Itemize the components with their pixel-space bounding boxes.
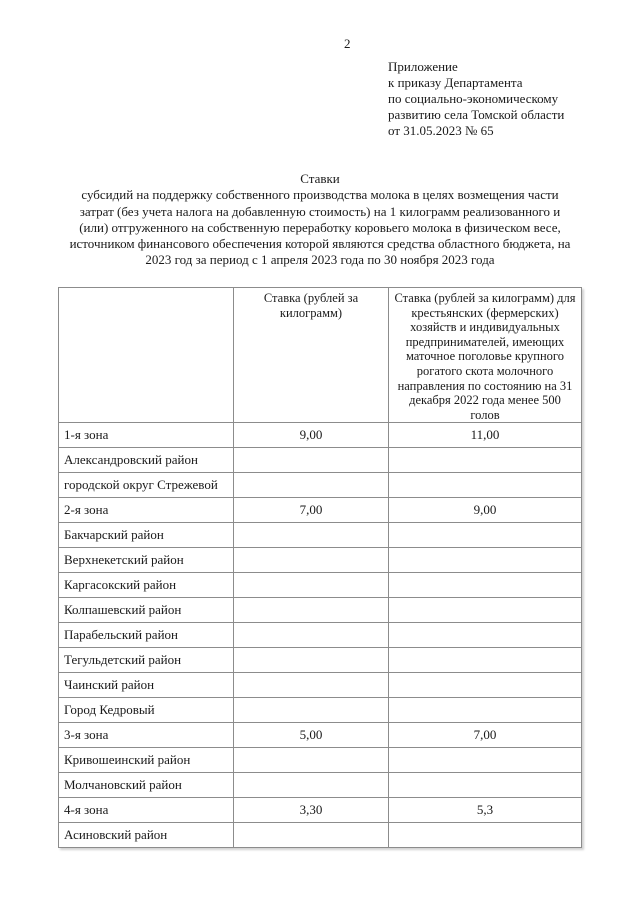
table-row [59, 673, 582, 698]
rate-value [234, 573, 389, 598]
territory-label: Колпашевский район [59, 598, 234, 623]
territory-label: 2-я зона [59, 498, 234, 523]
rate-kfh-value [389, 623, 582, 648]
table-row [59, 623, 582, 648]
rate-kfh-value [389, 448, 582, 473]
rate-value: 5,00 [234, 723, 389, 748]
rate-kfh-value [389, 573, 582, 598]
rate-kfh-value: 9,00 [389, 498, 582, 523]
header-col-rate: Ставка (рублей за килограмм) [234, 288, 389, 423]
title-line: (или) отгруженного на собственную переработку коровьего молока в физическом весе, [79, 219, 561, 235]
rate-kfh-value: 11,00 [389, 423, 582, 448]
territory-label: 4-я зона [59, 798, 234, 823]
table-row [59, 548, 582, 573]
appendix-line: по социально-экономическому [388, 91, 559, 106]
table-row [59, 598, 582, 623]
territory-label: 3-я зона [59, 723, 234, 748]
rate-value [234, 673, 389, 698]
appendix-line: от 31.05.2023 № 65 [388, 123, 494, 138]
rate-value [234, 448, 389, 473]
rate-value [234, 648, 389, 673]
rate-kfh-value [389, 748, 582, 773]
table-row [59, 423, 582, 448]
rate-kfh-value [389, 473, 582, 498]
table-row [59, 748, 582, 773]
table-row [59, 773, 582, 798]
rate-kfh-value [389, 598, 582, 623]
rate-value [234, 598, 389, 623]
table-row [59, 823, 582, 848]
appendix-block [388, 59, 564, 139]
header-col-rate-kfh: Ставка (рублей за килограмм) для крестьянских (фермерских) хозяйств и индивидуальных предпринимателей, имеющих маточное поголовье крупного рогатого скота молочного направления по состоянию на 31 декабря 2022 года менее 500 голов [389, 288, 582, 423]
title-line: Ставки [300, 171, 340, 186]
rate-kfh-value [389, 773, 582, 798]
territory-label: 1-я зона [59, 423, 234, 448]
rate-value [234, 623, 389, 648]
header-col-territory [59, 288, 234, 423]
table-row [59, 473, 582, 498]
table-row [59, 698, 582, 723]
rate-value: 9,00 [234, 423, 389, 448]
rate-kfh-value [389, 823, 582, 848]
title-line: субсидий на поддержку собственного производства молока в целях возмещения части [81, 187, 559, 203]
title-line: источником финансового обеспечения которой являются средства областного бюджета, на [69, 236, 571, 252]
territory-label: Парабельский район [59, 623, 234, 648]
table-row [59, 573, 582, 598]
rate-value [234, 473, 389, 498]
table-row [59, 798, 582, 823]
territory-label: Верхнекетский район [59, 548, 234, 573]
table-row [59, 648, 582, 673]
territory-label: Кривошеинский район [59, 748, 234, 773]
rate-kfh-value: 5,3 [389, 798, 582, 823]
table-row [59, 498, 582, 523]
rate-value: 7,00 [234, 498, 389, 523]
rate-kfh-value [389, 673, 582, 698]
rates-table [58, 287, 582, 848]
page-number: 2 [344, 36, 351, 51]
territory-label: городской округ Стрежевой [59, 473, 234, 498]
rate-kfh-value [389, 548, 582, 573]
appendix-line: к приказу Департамента [388, 75, 523, 90]
territory-label: Город Кедровый [59, 698, 234, 723]
rate-value [234, 823, 389, 848]
territory-label: Чаинский район [59, 673, 234, 698]
rate-kfh-value [389, 523, 582, 548]
rate-value [234, 773, 389, 798]
rate-value [234, 523, 389, 548]
territory-label: Александровский район [59, 448, 234, 473]
table-header-row [59, 288, 582, 423]
rate-value [234, 748, 389, 773]
rate-value [234, 698, 389, 723]
title-line: затрат (без учета налога на добавленную стоимость) на 1 килограмм реализованного и [79, 203, 561, 219]
territory-label: Асиновский район [59, 823, 234, 848]
table-row [59, 523, 582, 548]
appendix-line: Приложение [388, 59, 458, 74]
document-title [20, 171, 620, 269]
territory-label: Тегульдетский район [59, 648, 234, 673]
rate-kfh-value [389, 698, 582, 723]
table-row [59, 448, 582, 473]
table-row [59, 723, 582, 748]
rate-value [234, 548, 389, 573]
rate-kfh-value [389, 648, 582, 673]
appendix-line: развитию села Томской области [388, 107, 565, 122]
rate-kfh-value: 7,00 [389, 723, 582, 748]
territory-label: Каргасокский район [59, 573, 234, 598]
rate-value: 3,30 [234, 798, 389, 823]
title-line: 2023 год за период с 1 апреля 2023 года по 30 ноября 2023 года [145, 252, 495, 268]
territory-label: Молчановский район [59, 773, 234, 798]
territory-label: Бакчарский район [59, 523, 234, 548]
